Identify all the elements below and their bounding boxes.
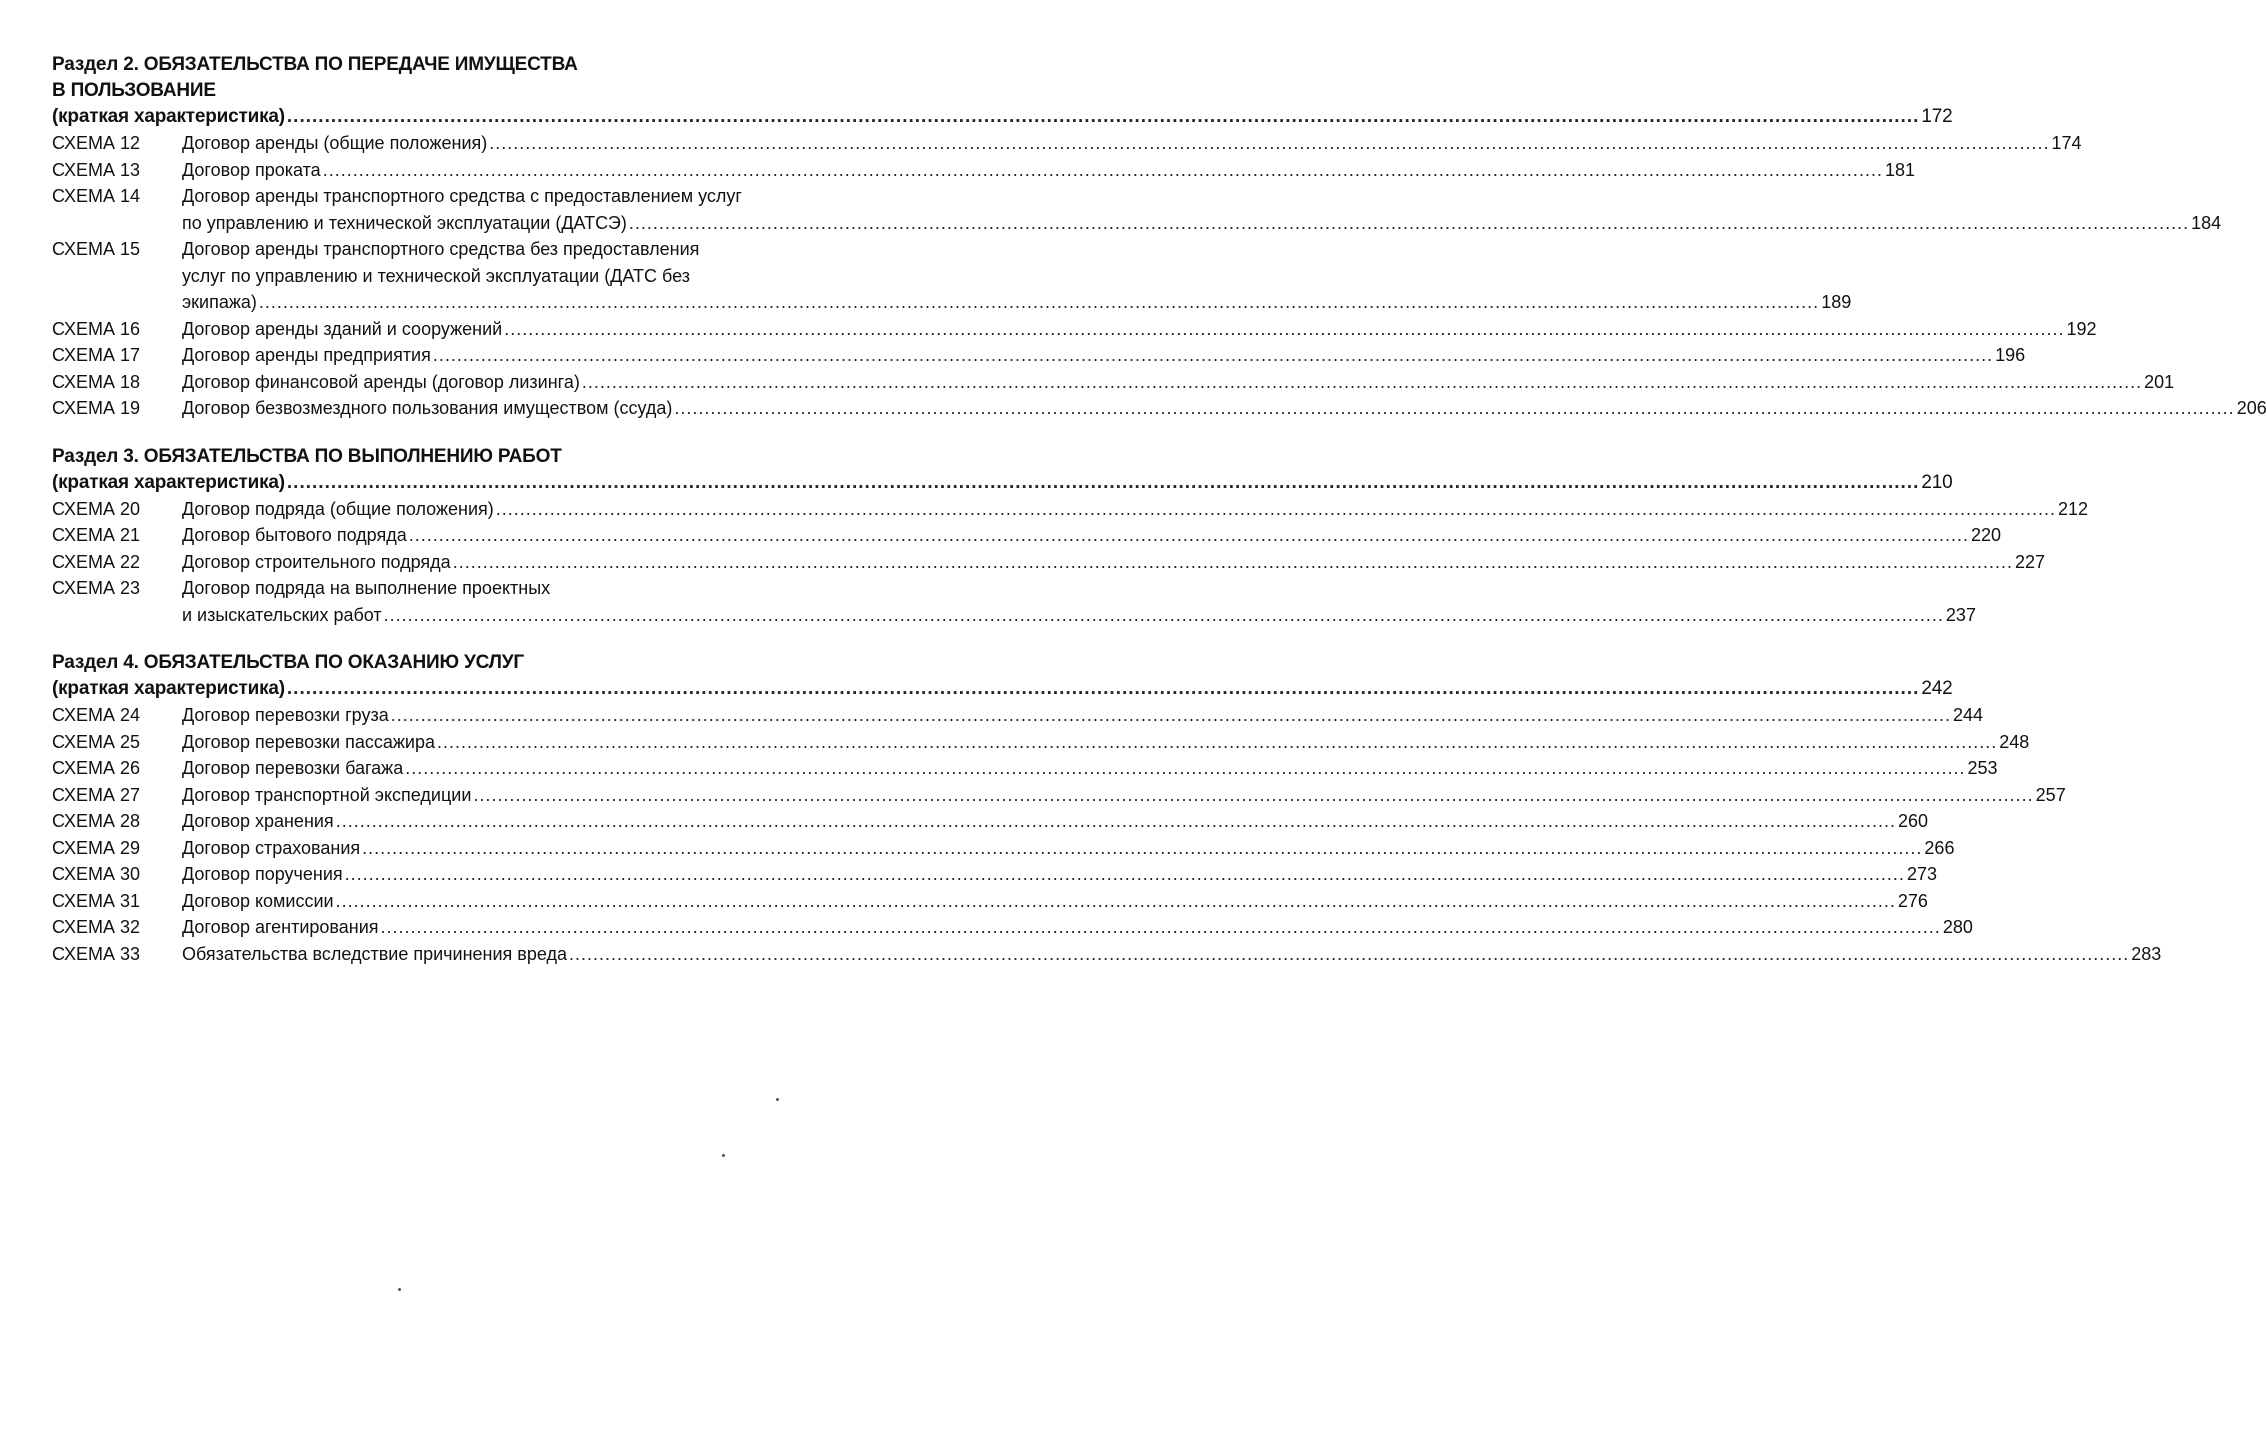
print-speck [776, 1098, 779, 1101]
entry-title: Договор комиссии [182, 890, 334, 911]
entry-title: Договор бытового подряда [182, 525, 407, 545]
dot-leader [336, 808, 1896, 835]
entry-text [182, 236, 1851, 316]
scheme-code: СХЕМА 24 [52, 705, 141, 725]
scheme-code: СХЕМА 17 [52, 345, 141, 365]
dot-leader [287, 676, 1920, 702]
entry-line [182, 130, 2082, 157]
section-title: Раздел 3. ОБЯЗАТЕЛЬСТВА ПО ВЫПОЛНЕНИЮ РАБОТ [52, 445, 562, 467]
dot-leader [323, 157, 1883, 184]
dot-leader [381, 914, 1941, 941]
dot-leader [384, 602, 1944, 629]
dot-leader [287, 104, 1920, 130]
scheme-code: СХЕМА 20 [52, 498, 141, 519]
entry-title: Договор перевозки груза [182, 705, 389, 725]
entry-line [182, 782, 2066, 809]
entry-text [182, 835, 1954, 862]
page-number: 184 [2191, 212, 2222, 233]
toc-entry[interactable] [52, 183, 2222, 236]
dot-leader [473, 782, 2033, 809]
scheme-code: СХЕМА 32 [52, 917, 141, 937]
scheme-code: СХЕМА 33 [52, 943, 141, 964]
page-number: 189 [1821, 292, 1852, 312]
entry-text [182, 861, 1937, 888]
entry-line [182, 755, 1998, 782]
page-number: 196 [1995, 345, 2026, 365]
scheme-code: СХЕМА 12 [52, 133, 141, 153]
page-number: 174 [2051, 133, 2082, 153]
dot-leader [259, 289, 1819, 316]
dot-leader [629, 210, 2189, 237]
page-number: 253 [1967, 758, 1998, 778]
page-number: 283 [2131, 943, 2162, 964]
entry-line [182, 157, 1915, 184]
entry-text [182, 130, 2082, 157]
entry-title: Договор аренды зданий и сооружений [182, 318, 503, 339]
entry-line [182, 808, 1928, 835]
entry-line: Договор аренды транспортного средства без предоставления [182, 239, 700, 259]
page-number: 248 [1999, 731, 2030, 752]
scheme-code: СХЕМА 16 [52, 318, 141, 339]
page-number: 201 [2144, 371, 2175, 392]
entry-title: Договор безвозмездного пользования имуществом (ссуда) [182, 398, 673, 418]
entry-title: Договор подряда (общие положения) [182, 498, 494, 519]
dot-leader [345, 861, 1905, 888]
entry-line [182, 210, 2221, 237]
scheme-code: СХЕМА 27 [52, 784, 141, 805]
toc-entry[interactable] [52, 522, 2002, 549]
entry-text [182, 729, 2029, 756]
dot-leader [582, 369, 2142, 396]
entry-text [182, 808, 1928, 835]
dot-leader [437, 729, 1997, 756]
scheme-code: СХЕМА 21 [52, 525, 141, 545]
entry-text [182, 575, 1976, 628]
entry-title: экипажа) [182, 292, 257, 312]
entry-title: и изыскательских работ [182, 604, 382, 625]
entry-text [182, 755, 1998, 782]
scheme-code: СХЕМА 13 [52, 159, 141, 180]
entry-text [182, 702, 1983, 729]
scheme-code: СХЕМА 25 [52, 731, 141, 752]
entry-text [182, 549, 2045, 576]
section-subtitle: (краткая характеристика) [52, 471, 285, 493]
toc-entry[interactable] [52, 782, 2066, 809]
entry-line [182, 549, 2045, 576]
section-subtitle-line[interactable] [52, 676, 1953, 702]
entry-title: Договор транспортной экспедиции [182, 784, 472, 805]
scheme-code: СХЕМА 31 [52, 890, 141, 911]
scheme-code: СХЕМА 18 [52, 371, 141, 392]
section-subtitle-line[interactable] [52, 104, 1953, 130]
toc-entry[interactable] [52, 130, 2082, 157]
page-number: 237 [1945, 604, 1976, 625]
page-number: 266 [1924, 837, 1955, 858]
entry-text [182, 157, 1915, 184]
entry-line: услуг по управлению и технической эксплуатации (ДАТС без [182, 265, 690, 286]
entry-title: Договор хранения [182, 811, 334, 831]
entry-text [182, 941, 2161, 968]
toc-section [52, 650, 2162, 967]
dot-leader [569, 941, 2129, 968]
entry-line [182, 888, 1928, 915]
toc-entry[interactable] [52, 702, 1984, 729]
section-title: Раздел 2. ОБЯЗАТЕЛЬСТВА ПО ПЕРЕДАЧЕ ИМУЩЕСТВА [52, 54, 578, 75]
dot-leader [405, 755, 1965, 782]
entry-text [182, 316, 2097, 343]
entry-line [182, 702, 1983, 729]
entry-text [182, 183, 2221, 236]
entry-text [182, 522, 2001, 549]
scheme-code: СХЕМА 28 [52, 811, 141, 831]
entry-text [182, 496, 2088, 523]
toc-entry[interactable] [52, 888, 1928, 915]
scheme-code: СХЕМА 30 [52, 864, 141, 884]
entry-line [182, 496, 2088, 523]
entry-title: Договор страхования [182, 837, 361, 858]
toc-entry[interactable] [52, 549, 2046, 576]
entry-line [182, 395, 2267, 422]
page-number: 192 [2066, 318, 2097, 339]
entry-line [182, 289, 1851, 316]
entry-title: Договор перевозки пассажира [182, 731, 435, 752]
entry-line [182, 729, 2029, 756]
toc-entry[interactable] [52, 914, 1973, 941]
entry-title: Договор агентирования [182, 917, 379, 937]
section-subtitle: (краткая характеристика) [52, 678, 285, 699]
entry-line [182, 914, 1973, 941]
scheme-code: СХЕМА 19 [52, 398, 141, 418]
toc-entry[interactable] [52, 496, 2089, 523]
toc-entry[interactable] [52, 369, 2175, 396]
page-number: 227 [2014, 551, 2046, 572]
dot-leader [287, 470, 1920, 496]
scheme-code: СХЕМА 23 [52, 578, 141, 598]
toc-entry[interactable] [52, 236, 1852, 316]
toc-section [52, 444, 2089, 629]
page-number: 242 [1921, 678, 1953, 699]
entry-title: Договор финансовой аренды (договор лизинга) [182, 371, 580, 392]
page-number: 280 [1942, 917, 1973, 937]
toc-entry[interactable] [52, 941, 2162, 968]
dot-leader [362, 835, 1922, 862]
entry-text [182, 914, 1973, 941]
toc-entry[interactable] [52, 395, 2267, 422]
entry-line [182, 369, 2174, 396]
page-number: 181 [1884, 159, 1915, 180]
page-number: 244 [1953, 705, 1984, 725]
toc-entry[interactable] [52, 316, 2097, 343]
toc-entry[interactable] [52, 157, 1915, 184]
page-number: 276 [1897, 890, 1928, 911]
section-title: В ПОЛЬЗОВАНИЕ [52, 80, 216, 101]
entry-text [182, 888, 1928, 915]
entry-text [182, 782, 2066, 809]
entry-title: Договор проката [182, 159, 321, 180]
entry-title: Договор строительного подряда [182, 551, 451, 572]
section-subtitle: (краткая характеристика) [52, 106, 285, 127]
page-number: 206 [2236, 398, 2267, 418]
entry-text [182, 369, 2174, 396]
toc-entry[interactable] [52, 575, 1976, 628]
entry-line: Договор аренды транспортного средства с предоставлением услуг [182, 186, 742, 206]
page-number: 260 [1897, 811, 1928, 831]
scheme-code: СХЕМА 15 [52, 239, 141, 259]
entry-title: Обязательства вследствие причинения вреда [182, 943, 567, 964]
page-number: 210 [1921, 471, 1953, 493]
scheme-code: СХЕМА 22 [52, 551, 141, 572]
entry-title: по управлению и технической эксплуатации (ДАТСЭ) [182, 212, 627, 233]
entry-title: Договор поручения [182, 864, 343, 884]
toc-entry[interactable] [52, 342, 2026, 369]
scheme-code: СХЕМА 29 [52, 837, 141, 858]
section-title: Раздел 4. ОБЯЗАТЕЛЬСТВА ПО ОКАЗАНИЮ УСЛУГ [52, 652, 524, 673]
dot-leader [496, 496, 2056, 523]
entry-line [182, 342, 2025, 369]
entry-line [182, 835, 1954, 862]
dot-leader [336, 888, 1896, 915]
dot-leader [391, 702, 1951, 729]
toc-entry[interactable] [52, 835, 1955, 862]
scheme-code: СХЕМА 14 [52, 186, 141, 206]
dot-leader [453, 549, 2013, 576]
section-subtitle-line[interactable] [52, 470, 1953, 496]
toc-entry[interactable] [52, 861, 1937, 888]
page-number: 212 [2058, 498, 2089, 519]
toc-section [52, 52, 2267, 422]
entry-line [182, 941, 2161, 968]
table-of-contents [52, 52, 2267, 989]
entry-text [182, 395, 2267, 422]
toc-entry[interactable] [52, 729, 2030, 756]
dot-leader [409, 522, 1969, 549]
entry-line [182, 602, 1976, 629]
entry-title: Договор аренды (общие положения) [182, 133, 488, 153]
page-number: 273 [1906, 864, 1937, 884]
toc-entry[interactable] [52, 808, 1928, 835]
entry-line: Договор подряда на выполнение проектных [182, 578, 551, 598]
toc-entry[interactable] [52, 755, 1998, 782]
dot-leader [674, 395, 2234, 422]
page-number: 257 [2035, 784, 2066, 805]
entry-line [182, 522, 2001, 549]
dot-leader [433, 342, 1993, 369]
print-speck [722, 1154, 725, 1157]
entry-text [182, 342, 2025, 369]
dot-leader [504, 316, 2064, 343]
entry-line [182, 861, 1937, 888]
scheme-code: СХЕМА 26 [52, 758, 141, 778]
print-speck [398, 1288, 401, 1291]
entry-line [182, 316, 2097, 343]
entry-title: Договор перевозки багажа [182, 758, 404, 778]
page-number: 220 [1971, 525, 2002, 545]
entry-title: Договор аренды предприятия [182, 345, 431, 365]
page-number: 172 [1921, 106, 1953, 127]
dot-leader [489, 130, 2049, 157]
